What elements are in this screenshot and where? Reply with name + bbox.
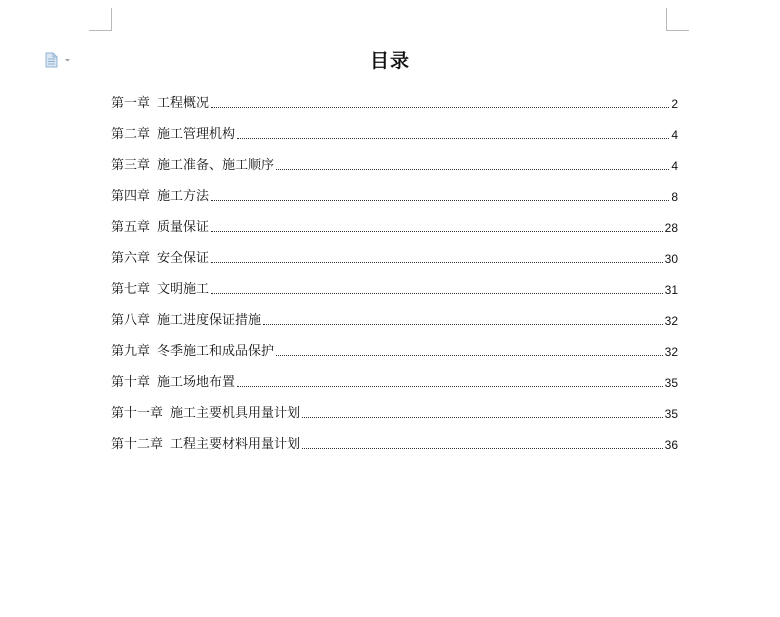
toc-dot-leader [211, 292, 663, 294]
toc-entry[interactable] [111, 240, 678, 271]
toc-chapter-title: 质量保证 [157, 220, 210, 235]
toc-entry[interactable] [111, 209, 678, 240]
toc-chapter-title: 工程主要材料用量计划 [170, 437, 301, 452]
toc-chapter-number: 第十章 [111, 375, 151, 390]
toc-page-number: 32 [664, 345, 678, 359]
toc-chapter-title: 工程概况 [157, 96, 210, 111]
toc-page-number: 4 [671, 159, 678, 173]
toc-chapter-title: 施工场地布置 [157, 375, 236, 390]
toc-chapter-title: 施工主要机具用量计划 [170, 406, 301, 421]
toc-entry[interactable] [111, 364, 678, 395]
crop-mark-top-right [666, 8, 689, 31]
toc-heading: 目录 [369, 50, 410, 72]
toc-page-number: 35 [664, 376, 678, 390]
toc-dot-leader [302, 416, 663, 418]
toc-page-number: 31 [664, 283, 678, 297]
toc-entry[interactable] [111, 178, 678, 209]
crop-mark-top-left [89, 8, 112, 31]
toc-entry[interactable] [111, 302, 678, 333]
toc-dot-leader [237, 137, 669, 139]
toc-entry[interactable] [111, 395, 678, 426]
toc-page-number: 4 [671, 128, 678, 142]
toc-chapter-number: 第一章 [111, 96, 151, 111]
toc-chapter-number: 第七章 [111, 282, 151, 297]
toc-dot-leader [263, 323, 663, 325]
toc-chapter-title: 文明施工 [157, 282, 210, 297]
toc-page-number: 30 [664, 252, 678, 266]
toc-page-number: 36 [664, 438, 678, 452]
toc-chapter-number: 第二章 [111, 127, 151, 142]
toc-chapter-title: 施工方法 [157, 189, 210, 204]
toc-page-number: 35 [664, 407, 678, 421]
toc-chapter-number: 第五章 [111, 220, 151, 235]
toc-entry[interactable] [111, 147, 678, 178]
toc-chapter-title: 安全保证 [157, 251, 210, 266]
toc-chapter-title: 施工进度保证措施 [157, 313, 262, 328]
toc-entry[interactable] [111, 333, 678, 364]
toc-dot-leader [211, 230, 663, 232]
toc-chapter-number: 第十一章 [111, 406, 164, 421]
toc-entry[interactable] [111, 271, 678, 302]
toc-chapter-number: 第十二章 [111, 437, 164, 452]
toc-page-number: 28 [664, 221, 678, 235]
toc-page-number: 8 [671, 190, 678, 204]
toc-chapter-number: 第六章 [111, 251, 151, 266]
toc-dot-leader [237, 385, 663, 387]
toc-page-number: 2 [671, 97, 678, 111]
toc-dot-leader [302, 447, 663, 449]
table-of-contents [111, 85, 678, 457]
toc-page-number: 32 [664, 314, 678, 328]
toc-chapter-number: 第八章 [111, 313, 151, 328]
toc-entry[interactable] [111, 85, 678, 116]
toc-chapter-number: 第九章 [111, 344, 151, 359]
toc-chapter-title: 施工管理机构 [157, 127, 236, 142]
toc-dot-leader [276, 168, 669, 170]
toc-chapter-title: 冬季施工和成品保护 [157, 344, 275, 359]
toc-chapter-number: 第四章 [111, 189, 151, 204]
toc-entry[interactable] [111, 116, 678, 147]
toc-chapter-number: 第三章 [111, 158, 151, 173]
toc-entry[interactable] [111, 426, 678, 457]
toc-chapter-title: 施工准备、施工顺序 [157, 158, 275, 173]
toc-dot-leader [211, 106, 669, 108]
toc-dot-leader [276, 354, 663, 356]
toc-dot-leader [211, 199, 669, 201]
toc-dot-leader [211, 261, 663, 263]
